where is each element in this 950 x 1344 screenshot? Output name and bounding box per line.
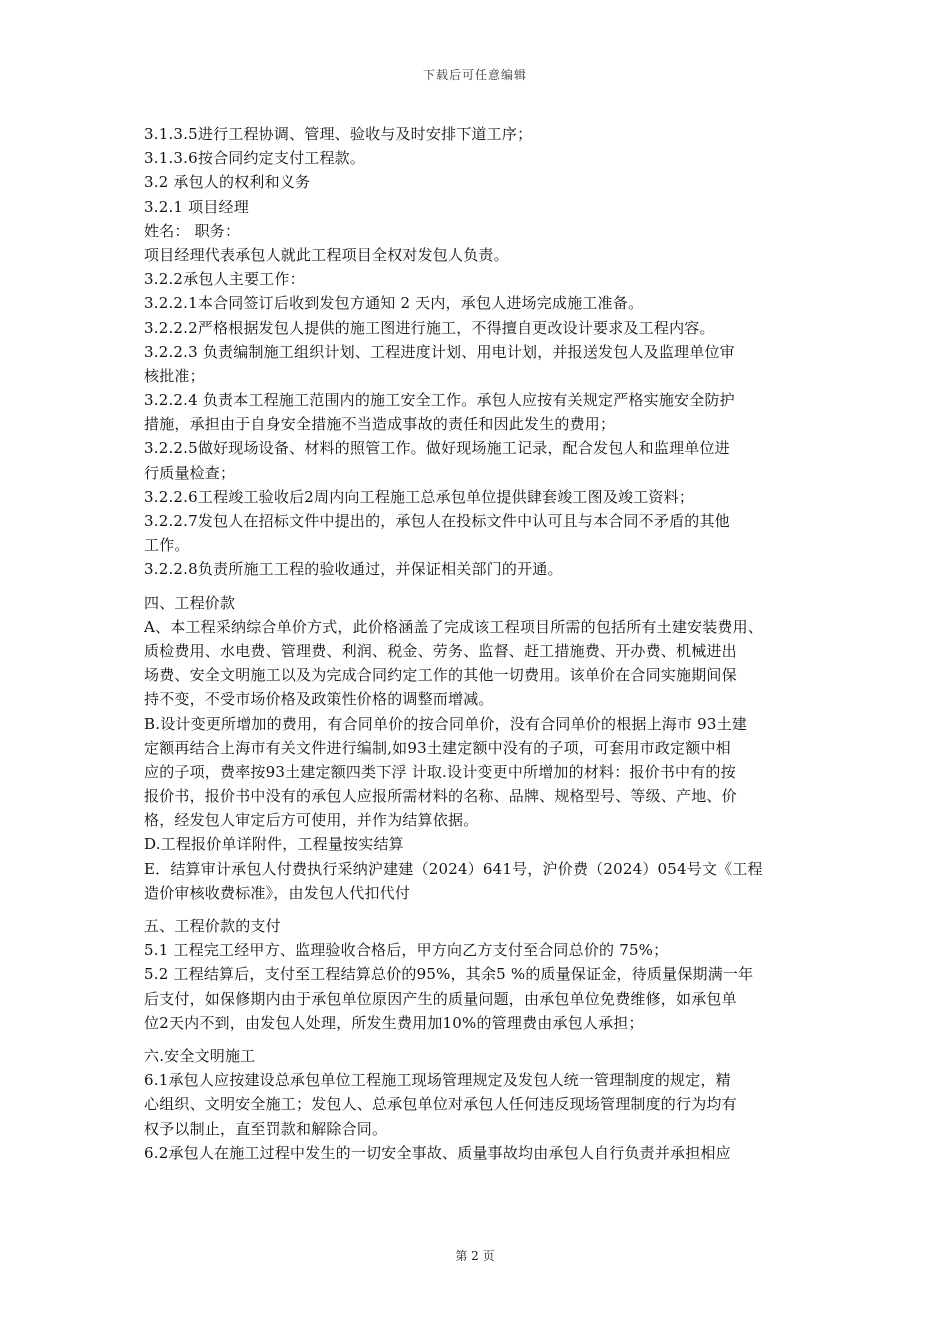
text-line: 6.2承包人在施工过程中发生的一切安全事故、质量事故均由承包人自行负责并承担相应 [144,1143,731,1162]
paragraph-gap [144,582,814,591]
text-line: 3.2.2承包人主要工作： [144,270,305,289]
text-line: 3.1.3.5进行工程协调、管理、验收与及时安排下道工序； [144,125,533,143]
paragraph-gap [144,1035,814,1044]
text-line: 3.2 承包人的权利和义务 [144,173,311,192]
text-line: 6.1承包人应按建设总承包单位工程施工现场管理规定及发包人统一管理制度的规定，精 [144,1071,731,1090]
text-line: 行质量检查； [144,463,236,482]
text-line: D.工程报价单详附件，工程量按实结算 [144,835,404,854]
text-line: 场费、安全文明施工以及为完成合同约定工作的其他一切费用。该单价在合同实施期间保 [144,666,737,685]
text-line: 后支付，如保修期内由于承包单位原因产生的质量问题，由承包单位免费维修，如承包单 [144,989,737,1008]
text-line: 四、工程价款 [144,593,236,612]
text-line: 造价审核收费标准》，由发包人代扣代付 [144,883,411,902]
paragraph-gap [144,905,814,914]
text-line: 工作。 [144,536,190,555]
text-line: 3.2.2.8负责所施工工程的验收通过，并保证相关部门的开通。 [144,560,563,579]
text-line: 格，经发包人审定后方可使用，并作为结算依据。 [144,811,479,830]
text-line: 位2天内不到，由发包人处理，所发生费用加10%的管理费由承包人承担； [144,1013,644,1032]
text-line: 3.2.2.5做好现场设备、材料的照管工作。做好现场施工记录，配合发包人和监理单位进 [144,439,730,458]
text-line: 姓名： 职务： [144,221,241,240]
text-line: B.设计变更所增加的费用，有合同单价的按合同单价，没有合同单价的根据上海市 93土建 [144,714,748,733]
text-line: 3.2.2.7发包人在招标文件中提出的，承包人在投标文件中认可且与本合同不矛盾的其他 [144,512,730,530]
text-line: A、本工程采纳综合单价方式，此价格涵盖了完成该工程项目所需的包括所有土建安装费用、 [144,617,764,636]
text-line: 项目经理代表承包人就此工程项目全权对发包人负责。 [144,245,509,264]
text-line: 3.2.2.4 负责本工程施工范围内的施工安全工作。承包人应按有关规定严格实施安全防护 [144,391,735,410]
text-line: 3.1.3.6按合同约定支付工程款。 [144,149,366,168]
text-line: 3.2.2.2严格根据发包人提供的施工图进行施工，不得擅自更改设计要求及工程内容。 [144,318,715,337]
text-line: 3.2.2.1本合同签订后收到发包方通知 2 天内，承包人进场完成施工准备。 [144,294,644,313]
text-line: 六.安全文明施工 [144,1046,256,1065]
text-line: 质检费用、水电费、管理费、利润、税金、劳务、监督、赶工措施费、开办费、机械进出 [144,641,737,660]
text-line: 心组织、文明安全施工；发包人、总承包单位对承包人任何违反现场管理制度的行为均有 [144,1095,737,1114]
text-line: 定额再结合上海市有关文件进行编制,如93土建定额中没有的子项，可套用市政定额中相 [144,738,731,757]
text-line: 持不变，不受市场价格及政策性价格的调整而增减。 [144,690,494,709]
document-body [144,122,814,1165]
text-line: 3.2.2.6工程竣工验收后2周内向工程施工总承包单位提供肆套竣工图及竣工资料； [144,487,695,506]
text-line: 应的子项，费率按93土建定额四类下浮 计取.设计变更中所增加的材料：报价书中有的按 [144,762,736,781]
text-line: 3.2.1 项目经理 [144,197,249,216]
text-line: 5.1 工程完工经甲方、监理验收合格后，甲方向乙方支付至合同总价的 75%； [144,941,669,960]
text-line: 措施，承担由于自身安全措施不当造成事故的责任和因此发生的费用； [144,415,616,434]
text-line: E．结算审计承包人付费执行采纳沪建建（2024）641号，沪价费（2024）054号文《工程 [144,859,763,878]
page-header: 下载后可任意编辑 [422,68,527,82]
text-line: 核批准； [144,366,205,385]
text-line: 权予以制止，直至罚款和解除合同。 [144,1119,388,1138]
text-line: 报价书，报价书中没有的承包人应报所需材料的名称、品牌、规格型号、等级、产地、价 [144,787,737,806]
text-line: 5.2 工程结算后，支付至工程结算总价的95%，其余5 %的质量保证金，待质量保期满一年 [144,965,754,984]
text-line: 五、工程价款的支付 [144,917,281,935]
text-line: 3.2.2.3 负责编制施工组织计划、工程进度计划、用电计划，并报送发包人及监理单位审 [144,342,735,361]
page-number: 第 2 页 [455,1249,495,1263]
